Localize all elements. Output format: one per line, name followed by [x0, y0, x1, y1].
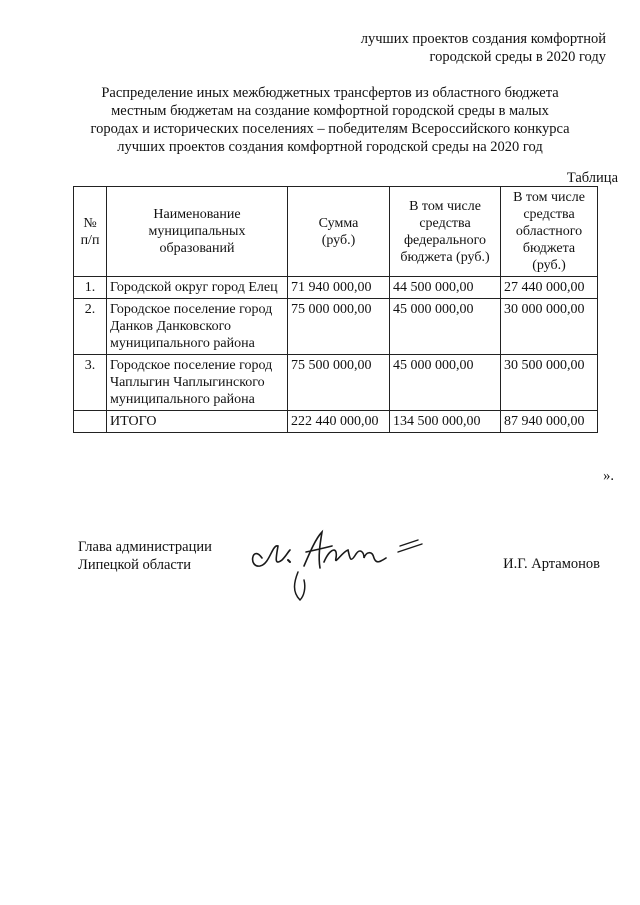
total-federal: 134 500 000,00 [390, 411, 501, 433]
handwritten-signature [240, 522, 440, 612]
row-name: Городское поселение город Чаплыгин Чаплыгинского муниципального района [107, 355, 288, 411]
position-line: Глава администрации [78, 539, 212, 555]
header-line: городской среды в 2020 году [429, 49, 606, 65]
header-sum: Сумма (руб.) [288, 187, 390, 277]
total-num-empty [74, 411, 107, 433]
header-regional: В том числе средства областного бюджета (руб.) [501, 187, 598, 277]
title-line: лучших проектов создания комфортной городской среды на 2020 год [117, 139, 543, 155]
signatory-position [78, 538, 212, 574]
title-line: местным бюджетам на создание комфортной городской среды в малых [111, 103, 549, 119]
row-regional: 30 500 000,00 [501, 355, 598, 411]
table-row [74, 355, 598, 411]
row-num: 2. [74, 299, 107, 355]
table-row [74, 299, 598, 355]
row-federal: 45 000 000,00 [390, 299, 501, 355]
row-regional: 27 440 000,00 [501, 277, 598, 299]
row-num: 3. [74, 355, 107, 411]
transfers-table [73, 186, 598, 433]
title-line: городах и исторических поселениях – победителям Всероссийского конкурса [90, 121, 570, 137]
table-row [74, 277, 598, 299]
total-label: ИТОГО [107, 411, 288, 433]
row-sum: 75 000 000,00 [288, 299, 390, 355]
total-regional: 87 940 000,00 [501, 411, 598, 433]
document-title [70, 84, 590, 156]
total-sum: 222 440 000,00 [288, 411, 390, 433]
row-num: 1. [74, 277, 107, 299]
document-header [306, 30, 606, 66]
table-header-row [74, 187, 598, 277]
row-federal: 44 500 000,00 [390, 277, 501, 299]
row-sum: 71 940 000,00 [288, 277, 390, 299]
position-line: Липецкой области [78, 557, 191, 573]
row-name: Городской округ город Елец [107, 277, 288, 299]
header-line: лучших проектов создания комфортной [360, 31, 606, 47]
table-total-row [74, 411, 598, 433]
row-federal: 45 000 000,00 [390, 355, 501, 411]
header-name: Наименование муниципальных образований [107, 187, 288, 277]
row-sum: 75 500 000,00 [288, 355, 390, 411]
row-name: Городское поселение город Данков Данковского муниципального района [107, 299, 288, 355]
closing-quote: ». [603, 468, 614, 484]
row-regional: 30 000 000,00 [501, 299, 598, 355]
header-federal: В том числе средства федерального бюджета (руб.) [390, 187, 501, 277]
table-caption: Таблица [566, 170, 618, 186]
title-line: Распределение иных межбюджетных трансфертов из областного бюджета [101, 85, 559, 101]
header-num: № п/п [74, 187, 107, 277]
signatory-name: И.Г. Артамонов [503, 556, 600, 572]
